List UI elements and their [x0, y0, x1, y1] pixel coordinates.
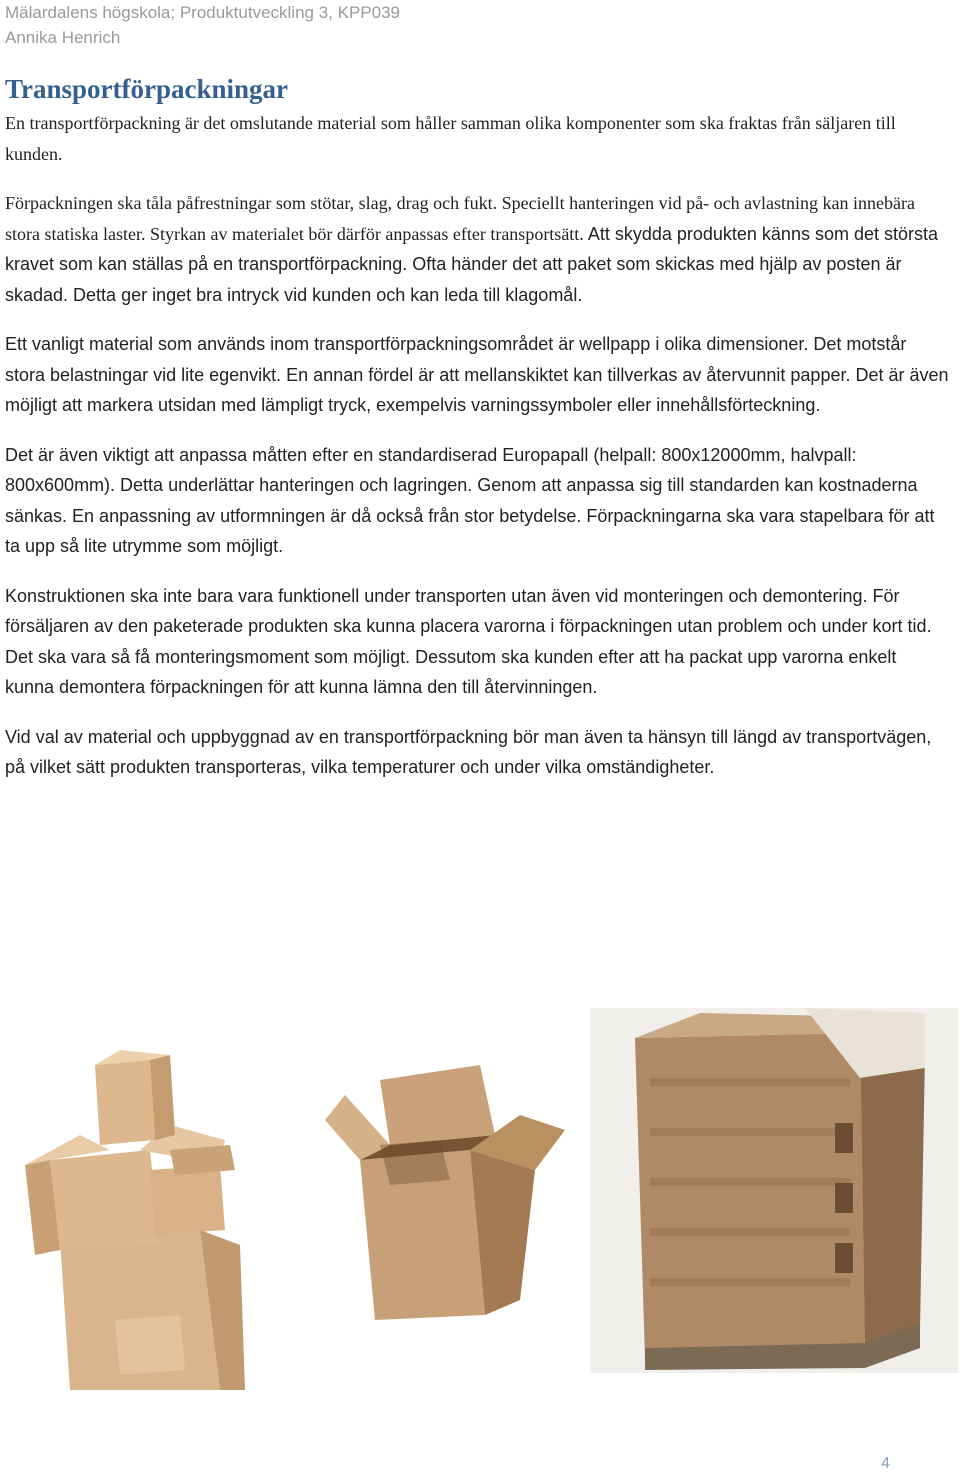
- paragraph-6: Vid val av material och uppbyggnad av en transportförpackning bör man även ta hänsyn till längd av transportvägen, på vilket sätt produkten transporteras, vilka temperaturer och under vilka omständigheter.: [5, 726, 932, 777]
- header-line-course: Mälardalens högskola; Produktutveckling 3, KPP039: [5, 3, 401, 22]
- body-text: [5, 108, 950, 802]
- paragraph-2-sans: Att skydda produkten känns som det största kravet som kan ställas på en transportförpackning. Ofta händer det att paket som skickas med hjälp av posten är skadad. Detta ger inget bra intryck vid kunden och kan leda till klagomål.: [5, 223, 939, 305]
- cardboard-pallet-image: [590, 1008, 958, 1373]
- image-row: [0, 1000, 960, 1400]
- page-number: 4: [881, 1455, 890, 1472]
- page-header: [5, 0, 400, 50]
- section-title: Transportförpackningar: [5, 74, 289, 104]
- paragraph-5: Konstruktionen ska inte bara vara funktionell under transporten utan även vid monteringen och demontering. För försäljaren av den paketerade produkten ska kunna placera varorna i förpackningen utan problem och under kort tid. Det ska vara så få monteringsmoment som möjligt. Dessutom ska kunden efter att ha packat upp varorna enkelt kunna demontera förpackningen för att kunna lämna den till återvinningen.: [5, 585, 932, 697]
- header-line-author: Annika Henrich: [5, 28, 121, 47]
- paragraph-4: Det är även viktigt att anpassa måtten efter en standardiserad Europapall (helpall: 800x12000mm, halvpall: 800x600mm). Detta underlättar hanteringen och lagringen. Genom att anpassa sig till standarden kan kostnaderna sänkas. En anpassning av utformningen är då också från stor betydelse. Förpackningarna ska vara stapelbara för att ta upp så lite utrymme som möjligt.: [5, 444, 935, 556]
- stacked-boxes-image: [20, 1030, 260, 1390]
- paragraph-3: Ett vanligt material som används inom transportförpackningsområdet är wellpapp i olika dimensioner. Det motstår stora belastningar vid lite egenvikt. En annan fördel är att mellanskiktet kan tillverkas av återvunnit papper. Det är även möjligt att markera utsidan med lämpligt tryck, exempelvis varningssymboler eller innehållsförteckning.: [5, 334, 949, 415]
- paragraph-2: [5, 188, 950, 310]
- paragraph-1: En transportförpackning är det omslutande material som håller samman olika komponenter som ska fraktas från säljaren till kunden.: [5, 113, 896, 164]
- open-box-image: [320, 1050, 570, 1320]
- paragraph-2-serif: Förpackningen ska tåla påfrestningar som stötar, slag, drag och fukt. Speciellt hanteringen vid på- och avlastning kan innebära stora statiska laster. Styrkan av materialet bör därför anpassas efter transportsätt.: [5, 193, 916, 244]
